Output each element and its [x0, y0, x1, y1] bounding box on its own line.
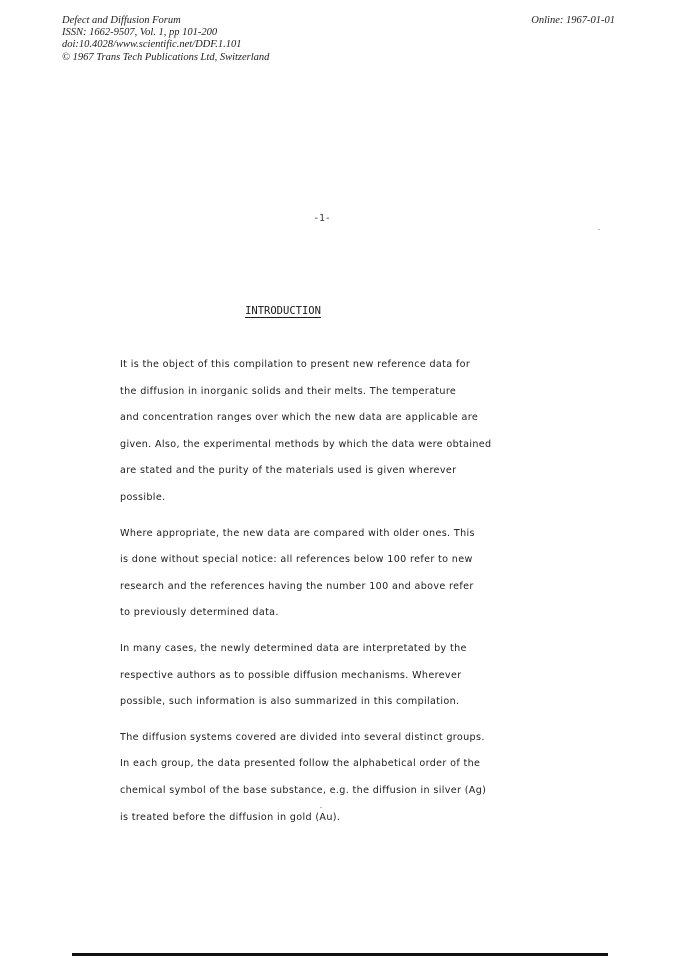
doi-line: doi:10.4028/www.scientific.net/DDF.1.101 — [62, 39, 242, 51]
text-line: The diffusion systems covered are divided into several distinct groups. — [120, 731, 485, 743]
text-line: given. Also, the experimental methods by which the data were obtained — [120, 438, 492, 450]
paragraph-1 — [120, 352, 560, 512]
section-heading — [200, 305, 366, 317]
issn-line: ISSN: 1662-9507, Vol. 1, pp 101-200 — [62, 27, 218, 39]
text-line: It is the object of this compilation to present new reference data for — [120, 359, 471, 370]
page-number: -1- — [313, 213, 331, 224]
text-line: is done without special notice: all references below 100 refer to new — [120, 554, 473, 566]
text-line: are stated and the purity of the materials used is given wherever — [120, 465, 457, 477]
paragraph-4 — [120, 725, 560, 831]
bottom-rule — [72, 953, 608, 956]
text-line: possible. — [120, 491, 166, 503]
text-line: and concentration ranges over which the new data are applicable are — [120, 412, 479, 424]
text-line: possible, such information is also summarized in this compilation. — [120, 696, 460, 708]
scan-speck — [598, 229, 600, 230]
text-line: Where appropriate, the new data are compared with older ones. This — [120, 527, 475, 539]
text-line: to previously determined data. — [120, 607, 279, 619]
section-heading-text: INTRODUCTION — [245, 305, 321, 317]
text-line: chemical symbol of the base substance, e.g. the diffusion in silver (Ag) — [120, 784, 487, 796]
scan-speck — [320, 807, 322, 808]
text-line: In many cases, the newly determined data are interpretated by the — [120, 642, 467, 654]
text-line: respective authors as to possible diffusion mechanisms. Wherever — [120, 669, 462, 681]
body-text — [120, 352, 560, 831]
copyright-line: © 1967 Trans Tech Publications Ltd, Switzerland — [62, 51, 270, 63]
text-line: is treated before the diffusion in gold (Au). — [120, 811, 341, 823]
online-date: Online: 1967-01-01 — [531, 15, 615, 26]
journal-name: Defect and Diffusion Forum — [62, 15, 181, 26]
text-line: research and the references having the number 100 and above refer — [120, 580, 474, 592]
text-line: In each group, the data presented follow the alphabetical order of the — [120, 758, 481, 770]
text-line: the diffusion in inorganic solids and their melts. The temperature — [120, 385, 457, 397]
paragraph-2 — [120, 521, 560, 627]
paragraph-3 — [120, 636, 560, 716]
citation-header — [62, 15, 422, 64]
